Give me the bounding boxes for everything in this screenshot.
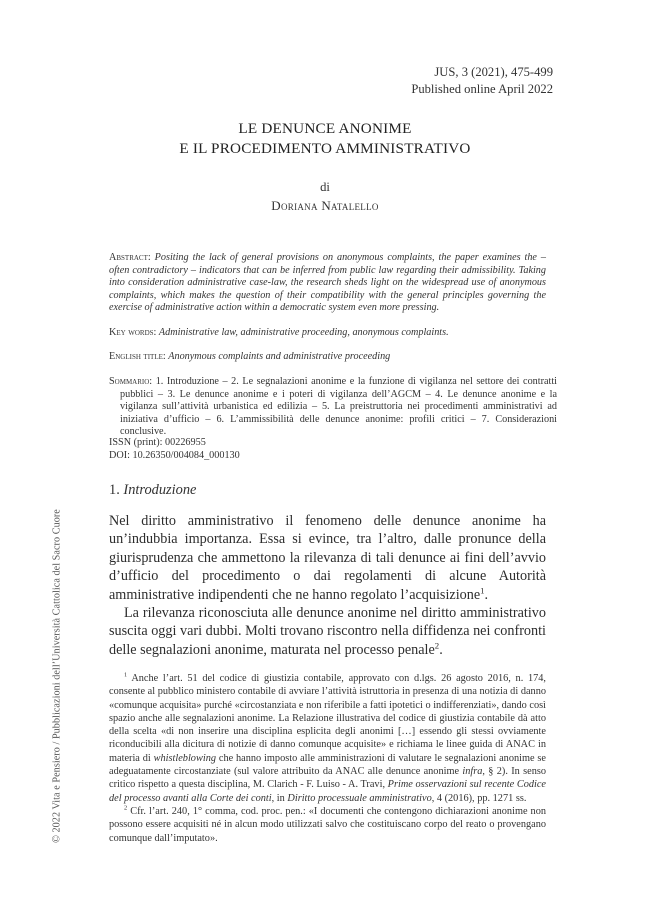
footnote-1-text-g: , in xyxy=(271,792,285,804)
doi: DOI: 10.26350/004084_000130 xyxy=(109,449,240,461)
title-line-1: LE DENUNCE ANONIME xyxy=(238,120,412,137)
summary-text: 1. Introduzione – 2. Le segnalazioni anonime e la funzione di vigilanza nel settore dei contratti pubblici – 3. Le denunce anonime e i poteri di vigilanza dell’AGCM – 4. Le denunce anonime e la vigilanza sull’attività urbanistica ed edilizia – 5. La preistruttoria nei procedimenti amministrativi ad iniziativa d’ufficio – 6. L’ammissibilità delle denunce anonime: profili critici – 7. Considerazioni conclusive. xyxy=(120,376,558,438)
footnote-1-cited-title: Prime osservazioni sul recente Codice del processo avanti alla Corte dei conti xyxy=(109,779,547,804)
footnote-2-mark: 2 xyxy=(124,804,128,812)
footnote-1-text-c: che hanno imposto alle amministrazioni di valutare le segnalazioni anonime se adeguatamente circostanziate (sul valore attribuito da ANAC alle denunce anonime xyxy=(109,752,546,778)
footnote-2-text: Cfr. l’art. 240, 1° comma, cod. proc. pen.: «I documenti che contengono dichiarazioni anonime non possono essere acquisiti né in alcun modo utilizzati salvo che costituiscano corpo del reato o provengano comunque dall’imputato». xyxy=(109,805,547,844)
table-of-contents xyxy=(109,376,557,439)
identifiers xyxy=(109,437,546,462)
footnote-1-mark: 1 xyxy=(124,671,128,679)
summary-label: Sommario: xyxy=(109,376,153,387)
journal-reference: JUS, 3 (2021), 475-499 xyxy=(434,65,553,79)
footnote-1-text-a: Anche l’art. 51 del codice di giustizia contabile, approvato con d.lgs. 26 agosto 2016, n. 174, consente al pubblico ministero contabile di avviare l’attività istruttoria in presenza di una notizia di danno «comunque acquisita» purché «circostanziata e non riferibile a fatti ipotetici o indifferenziati», dando così spazio anche alle segnalazioni anonime. La Relazione illustrativa del codice di giustizia contabile dà atto della scelta «di non inserire una disciplina esplicita degli anonimi […] essendo gli stessi ovviamente riconducibili alla dicitura di notizie di danno comunque acquisite» e richiama le linee guida di ANAC in materia di xyxy=(109,673,547,764)
journal-info xyxy=(411,64,553,98)
copyright-notice: © 2022 Vita e Pensiero / Pubblicazioni dell’Università Cattolica del Sacro Cuore xyxy=(51,509,63,843)
keywords-text: Administrative law, administrative proceeding, anonymous complaints. xyxy=(158,327,449,338)
footnote-1-text-i: , 4 (2016), pp. 1271 ss. xyxy=(431,792,527,804)
footnote-1-text-e: , § 2). In senso critico rispetto a questa disciplina, M. Clarich - F. Luiso - A. Travi, xyxy=(109,766,546,791)
footnote-1-infra: infra xyxy=(462,766,483,778)
footnote-ref-2[interactable]: 2 xyxy=(434,640,440,651)
abstract-label: Abstract: xyxy=(109,252,151,263)
footnote-2 xyxy=(109,805,546,845)
keywords-label: Key words: xyxy=(109,327,157,338)
english-title xyxy=(109,351,546,364)
author-name: Doriana Natalello xyxy=(271,198,379,213)
article-title xyxy=(0,119,650,159)
section-title: Introduzione xyxy=(123,482,197,498)
issn: ISSN (print): 00226955 xyxy=(109,437,206,448)
paragraph-1-text: Nel diritto amministrativo il fenomeno delle denunce anonime ha un’indubbia importanza. Essa si evince, tra l’altro, dalle pronunce della giurisprudenza che ammettono la rilevanza di tali denunce ai fini dell’avvio d’ufficio del procedimento o dai regolamenti di alcune Autorità amministrative indipendenti che ne hanno regolato l’acquisizione xyxy=(109,513,546,603)
publication-date: Published online April 2022 xyxy=(411,82,553,96)
abstract xyxy=(109,252,546,315)
body-text xyxy=(109,512,546,659)
paragraph-2 xyxy=(109,604,546,659)
footnote-1-term: whistleblowing xyxy=(153,752,216,764)
english-title-label: English title: xyxy=(109,351,166,362)
section-heading xyxy=(109,482,196,499)
footnotes xyxy=(109,672,546,845)
abstract-text: Positing the lack of general provisions on anonymous complaints, the paper examines the – often contradictory – indicators that can be inferred from public law regarding their admissibility. Taking into consideration administrative case-law, the research sheds light on the widespread use of anonymous complaints, which makes the question of their compatibility with the general principles governing the exercise of administrative action within a democratic system even more pressing. xyxy=(109,252,547,314)
paragraph-2-end: . xyxy=(439,641,443,658)
section-number: 1. xyxy=(109,482,120,498)
paragraph-1 xyxy=(109,512,546,604)
keywords xyxy=(109,327,546,340)
title-line-2: E IL PROCEDIMENTO AMMINISTRATIVO xyxy=(179,140,471,157)
footnote-1-journal: Diritto processuale amministrativo xyxy=(287,792,432,804)
paragraph-1-end: . xyxy=(484,586,489,603)
footnote-1 xyxy=(109,672,546,805)
byline-di: di xyxy=(320,180,330,194)
english-title-text: Anonymous complaints and administrative proceeding xyxy=(168,351,391,362)
footnote-ref-1[interactable]: 1 xyxy=(480,584,485,595)
paragraph-2-text: La rilevanza riconosciuta alle denunce anonime nel diritto amministrativo suscita oggi vari dubbi. Molti trovano riscontro nella diffidenza nei confronti delle segnalazioni anonime, maturata nel processo penale xyxy=(109,605,546,658)
